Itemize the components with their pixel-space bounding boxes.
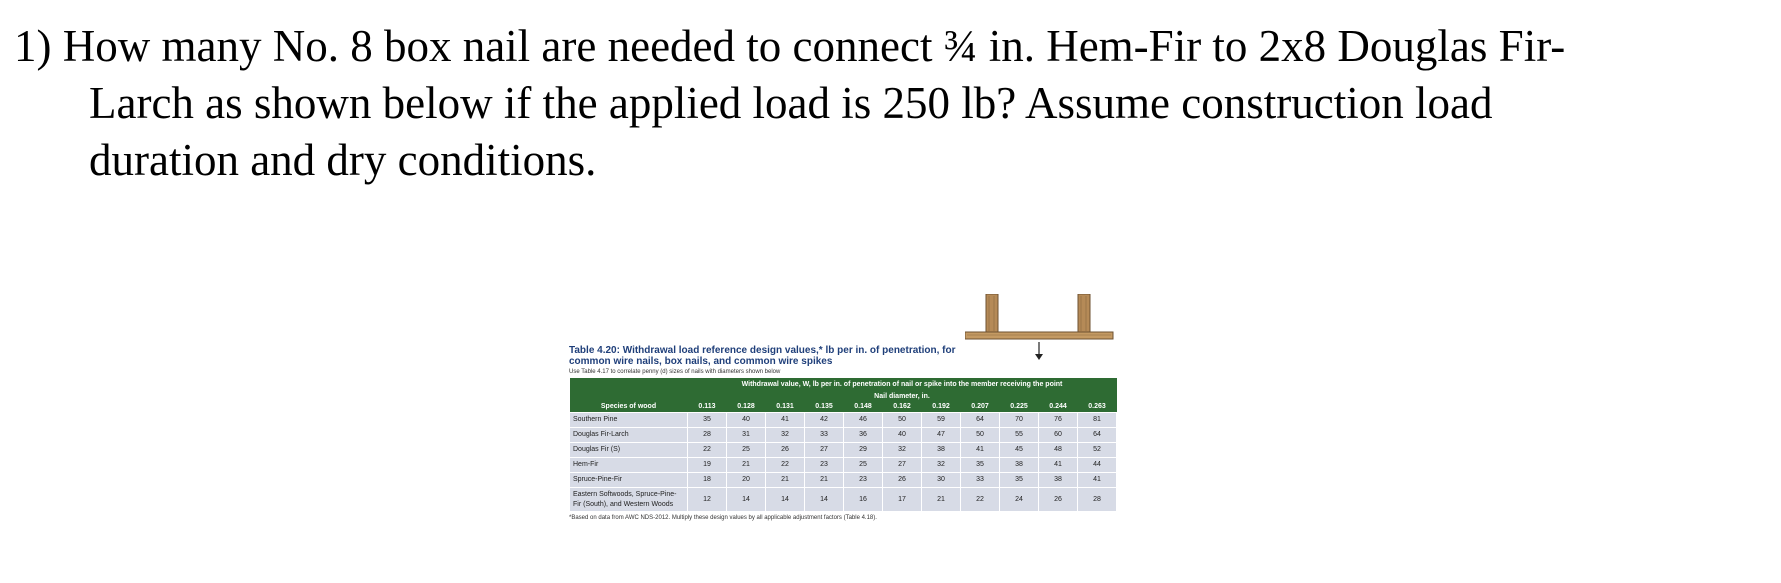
value-cell: 50: [883, 413, 922, 428]
value-cell: 14: [727, 488, 766, 512]
value-cell: 21: [727, 458, 766, 473]
value-cell: 18: [688, 473, 727, 488]
diameter-header: 0.135: [805, 402, 844, 413]
value-cell: 41: [961, 443, 1000, 458]
value-cell: 30: [922, 473, 961, 488]
value-cell: 16: [844, 488, 883, 512]
value-cell: 23: [805, 458, 844, 473]
table-note: Use Table 4.17 to correlate penny (d) sizes of nails with diameters shown below: [569, 369, 781, 375]
diameter-header: 0.244: [1039, 402, 1078, 413]
value-cell: 42: [805, 413, 844, 428]
species-cell: Douglas Fir (S): [570, 443, 688, 458]
right-vertical-member: [1078, 294, 1090, 332]
value-cell: 36: [844, 428, 883, 443]
value-cell: 21: [922, 488, 961, 512]
table-row: [570, 488, 1117, 512]
value-cell: 32: [922, 458, 961, 473]
value-cell: 20: [727, 473, 766, 488]
value-cell: 35: [688, 413, 727, 428]
table-row: [570, 428, 1117, 443]
value-cell: 47: [922, 428, 961, 443]
species-cell: Eastern Softwoods, Spruce-Pine-Fir (South), and Western Woods: [570, 488, 688, 512]
value-cell: 26: [883, 473, 922, 488]
value-cell: 38: [1039, 473, 1078, 488]
value-cell: 70: [1000, 413, 1039, 428]
value-cell: 23: [844, 473, 883, 488]
diameter-header: 0.192: [922, 402, 961, 413]
table-row: [570, 473, 1117, 488]
value-cell: 35: [961, 458, 1000, 473]
value-cell: 64: [961, 413, 1000, 428]
question-line-2: Larch as shown below if the applied load is 250 lb? Assume construction load: [89, 78, 1493, 128]
value-cell: 12: [688, 488, 727, 512]
value-cell: 60: [1039, 428, 1078, 443]
species-cell: Southern Pine: [570, 413, 688, 428]
value-cell: 45: [1000, 443, 1039, 458]
value-cell: 26: [766, 443, 805, 458]
question-line-3: duration and dry conditions.: [89, 135, 597, 185]
value-cell: 33: [961, 473, 1000, 488]
value-cell: 24: [1000, 488, 1039, 512]
value-cell: 55: [1000, 428, 1039, 443]
value-cell: 22: [766, 458, 805, 473]
value-cell: 48: [1039, 443, 1078, 458]
value-cell: 33: [805, 428, 844, 443]
diameter-header: 0.148: [844, 402, 883, 413]
diameter-header: 0.162: [883, 402, 922, 413]
value-cell: 26: [1039, 488, 1078, 512]
species-cell: Spruce-Pine-Fir: [570, 473, 688, 488]
value-cell: 19: [688, 458, 727, 473]
value-cell: 40: [727, 413, 766, 428]
value-cell: 25: [844, 458, 883, 473]
value-cell: 17: [883, 488, 922, 512]
species-cell: Hem-Fir: [570, 458, 688, 473]
value-cell: 31: [727, 428, 766, 443]
value-cell: 41: [1039, 458, 1078, 473]
species-cell: Douglas Fir-Larch: [570, 428, 688, 443]
value-cell: 41: [1078, 473, 1117, 488]
diameter-header: 0.207: [961, 402, 1000, 413]
value-cell: 21: [805, 473, 844, 488]
value-cell: 52: [1078, 443, 1117, 458]
value-cell: 29: [844, 443, 883, 458]
value-cell: 22: [961, 488, 1000, 512]
value-cell: 32: [766, 428, 805, 443]
withdrawal-table: [569, 378, 1117, 512]
value-cell: 38: [922, 443, 961, 458]
horizontal-plank: [965, 332, 1113, 339]
diameter-header: 0.131: [766, 402, 805, 413]
value-cell: 64: [1078, 428, 1117, 443]
value-cell: 46: [844, 413, 883, 428]
value-cell: 81: [1078, 413, 1117, 428]
value-cell: 25: [727, 443, 766, 458]
question-text: [14, 18, 1764, 189]
value-cell: 14: [805, 488, 844, 512]
left-vertical-member: [986, 294, 998, 332]
value-cell: 32: [883, 443, 922, 458]
value-cell: 21: [766, 473, 805, 488]
table-row: [570, 458, 1117, 473]
question-line-1: 1) How many No. 8 box nail are needed to connect ¾ in. Hem-Fir to 2x8 Douglas Fir-: [14, 21, 1566, 71]
table-footnote: *Based on data from AWC NDS-2012. Multiply these design values by all applicable adjustment factors (Table 4.18).: [569, 515, 877, 521]
value-cell: 35: [1000, 473, 1039, 488]
diameter-header: 0.225: [1000, 402, 1039, 413]
value-cell: 27: [883, 458, 922, 473]
value-cell: 27: [805, 443, 844, 458]
table-body: [570, 413, 1117, 512]
value-cell: 76: [1039, 413, 1078, 428]
table-title: Table 4.20: Withdrawal load reference design values,* lb per in. of penetration, for common wire nails, box nails, and common wire spikes: [569, 345, 956, 367]
value-cell: 28: [1078, 488, 1117, 512]
nail-diameter-header: Nail diameter, in.: [688, 391, 1117, 402]
value-cell: 44: [1078, 458, 1117, 473]
diameter-header: 0.113: [688, 402, 727, 413]
value-cell: 40: [883, 428, 922, 443]
withdrawal-table-block: [569, 345, 1117, 521]
table-row: [570, 443, 1117, 458]
value-cell: 41: [766, 413, 805, 428]
value-cell: 28: [688, 428, 727, 443]
value-cell: 22: [688, 443, 727, 458]
diameter-header: 0.263: [1078, 402, 1117, 413]
value-cell: 14: [766, 488, 805, 512]
table-row: [570, 413, 1117, 428]
value-cell: 59: [922, 413, 961, 428]
species-header: Species of wood: [570, 402, 688, 413]
value-cell: 38: [1000, 458, 1039, 473]
table-group-header: Withdrawal value, W, lb per in. of penetration of nail or spike into the member receiving the point: [688, 378, 1117, 391]
diameter-header: 0.128: [727, 402, 766, 413]
value-cell: 50: [961, 428, 1000, 443]
